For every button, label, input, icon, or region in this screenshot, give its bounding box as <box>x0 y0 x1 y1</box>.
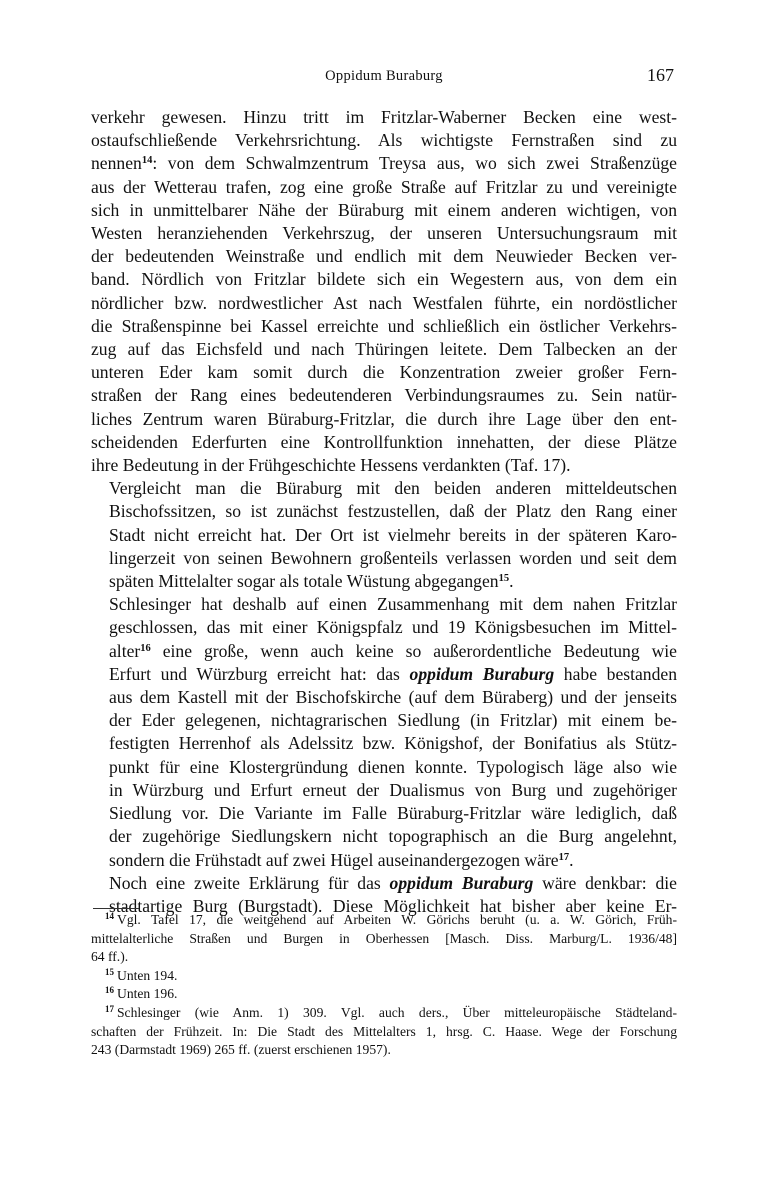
text-line: nennen$^{14}$: von dem Schwalmzentrum Treysa aus, wo sich zwei Straßenzüge <box>91 153 677 174</box>
body-paragraph <box>91 106 677 477</box>
footnote-number: 16 <box>105 985 114 996</box>
footnote-line: 64 ff.). <box>91 949 129 965</box>
text-line: scheidenden Ederfurten eine Kontrollfunktion innehatten, der diese Plätze <box>91 431 677 452</box>
footnote-line: $^{14}$ Vgl. Tafel 17, die weitgehend auf Arbeiten W. Görichs beruht (u. a. W. Görich, Früh- <box>105 911 677 927</box>
footnotes <box>91 911 677 1060</box>
italic-emphasis: oppidum Buraburg <box>409 663 555 684</box>
page-header <box>91 64 677 90</box>
footnote-reference: 16 <box>140 642 151 654</box>
footnote-line: $^{16}$ Unten 196. <box>105 985 178 1002</box>
text-line: verkehr gewesen. Hinzu tritt im Fritzlar-Waberner Becken eine west- <box>91 107 677 127</box>
text-line: der Eder gelegenen, nichtagrarischen Siedlung (in Fritzlar) mit einem be- <box>109 710 677 731</box>
italic-emphasis: oppidum Buraburg <box>389 872 534 893</box>
text-line: nördlicher bzw. nordwestlicher Ast nach Westfalen führte, ein nordöstlicher <box>91 292 677 313</box>
text-line: lingerzeit von seinen Bewohnern großenteils verlassen worden und seit dem <box>109 547 677 568</box>
text-line: Stadt nicht erreicht hat. Der Ort ist vielmehr bereits in der späteren Karo- <box>109 524 677 545</box>
footnote-reference: 14 <box>141 155 153 167</box>
text-line: sondern die Frühstadt auf zwei Hügel auseinandergezogen wäre$^{17}$. <box>109 849 574 870</box>
text-line: Bischofssitzen, so ist zunächst festzustellen, daß der Platz den Rang einer <box>109 501 677 522</box>
footnote-reference: 15 <box>498 573 510 585</box>
footnote-divider <box>93 908 139 909</box>
text-line: Siedlung vor. Die Variante im Falle Büraburg-Fritzlar wäre lediglich, daß <box>109 803 677 824</box>
text-line: geschlossen, das mit einer Königspfalz und 19 Königsbesuchen im Mittel- <box>109 617 677 638</box>
body-paragraph <box>91 593 677 871</box>
footnote-line: 243 (Darmstadt 1969) 265 ff. (zuerst erschienen 1957). <box>91 1042 391 1058</box>
text-line: band. Nördlich von Fritzlar bildete sich ein Wegestern aus, von dem ein <box>91 269 677 290</box>
text-line: aus dem Kastell mit der Bischofskirche (auf dem Büraberg) und der jenseits <box>109 687 677 708</box>
text-line: Schlesinger hat deshalb auf einen Zusammenhang mit dem nahen Fritzlar <box>109 594 677 615</box>
text-line: liches Zentrum waren Büraburg-Fritzlar, die durch ihre Lage über den ent- <box>91 408 677 429</box>
text-line: späten Mittelalter sogar als totale Wüstung abgegangen$^{15}$. <box>109 571 514 592</box>
footnote-line: mittelalterliche Straßen und Burgen in Oberhessen [Masch. Diss. Marburg/L. 1936/48] <box>91 930 677 946</box>
text-line: Erfurt und Würzburg erreicht hat: das oppidum Buraburg habe bestanden <box>109 663 678 684</box>
text-line: in Würzburg und Erfurt erneut der Dualismus von Burg und zugehöriger <box>109 779 677 800</box>
text-line: Noch eine zweite Erklärung für das oppidum Buraburg wäre denkbar: die <box>109 872 677 893</box>
text-line: stadtartige Burg (Burgstadt). Diese Möglichkeit hat bisher aber keine Er- <box>109 895 677 916</box>
text-line: ihre Bedeutung in der Frühgeschichte Hessens verdankten (Taf. 17). <box>91 455 571 476</box>
text-line: zug auf das Eichsfeld und nach Thüringen leitete. Dem Talbecken an der <box>91 339 677 360</box>
footnote-line: schaften der Frühzeit. In: Die Stadt des Mittelalters 1, hrsg. C. Haase. Wege der Forschung <box>91 1023 677 1039</box>
text-line: unteren Eder kam somit durch die Konzentration zweier großer Fern- <box>91 362 677 383</box>
text-line: die Straßenspinne bei Kassel erreichte und schließlich ein östlicher Verkehrs- <box>91 315 677 336</box>
text-line: ostaufschließende Verkehrsrichtung. Als wichtigste Fernstraßen sind zu <box>91 130 677 151</box>
text-line: sich in unmittelbarer Nähe der Büraburg mit einem anderen wichtigen, von <box>91 199 677 220</box>
running-title: Oppidum Buraburg <box>325 68 443 84</box>
text-line: alter$^{16}$ eine große, wenn auch keine so außerordentliche Bedeutung wie <box>109 640 677 661</box>
text-line: aus der Wetterau trafen, zog eine große Straße auf Fritzlar zu und vereinigte <box>91 176 677 197</box>
footnote <box>91 967 677 986</box>
text-line: Vergleicht man die Büraburg mit den beiden anderen mitteldeutschen <box>109 478 677 499</box>
footnote-number: 17 <box>105 1003 114 1014</box>
text-line: festigten Herrenhof als Adelssitz bzw. Königshof, der Bonifatius als Stütz- <box>109 733 677 754</box>
body-paragraph <box>91 477 677 593</box>
text-line: straßen der Rang eines bedeutenderen Verbindungsraumes zu. Sein natür- <box>91 385 677 406</box>
footnote <box>91 911 677 967</box>
footnote-reference: 17 <box>558 851 570 863</box>
footnote-number: 15 <box>105 966 114 977</box>
footnote <box>91 1004 677 1060</box>
footnote-line: $^{15}$ Unten 194. <box>105 966 178 983</box>
footnote-number: 14 <box>105 911 114 921</box>
text-line: Westen heranziehenden Verkehrszug, der unseren Untersuchungsraum mit <box>91 223 677 244</box>
text-line: der zugehörige Siedlungskern nicht topographisch an die Burg angelehnt, <box>109 826 677 847</box>
footnote <box>91 985 677 1004</box>
footnote-line: $^{17}$ Schlesinger (wie Anm. 1) 309. Vgl. auch ders., Über mitteleuropäische Städteland- <box>105 1003 677 1020</box>
body-text <box>91 106 677 918</box>
text-line: der bedeutenden Weinstraße und endlich mit dem Neuwieder Becken ver- <box>91 246 677 267</box>
page-number: 167 <box>647 65 674 85</box>
text-line: punkt für eine Klostergründung dienen konnte. Typologisch läge also wie <box>109 756 677 777</box>
